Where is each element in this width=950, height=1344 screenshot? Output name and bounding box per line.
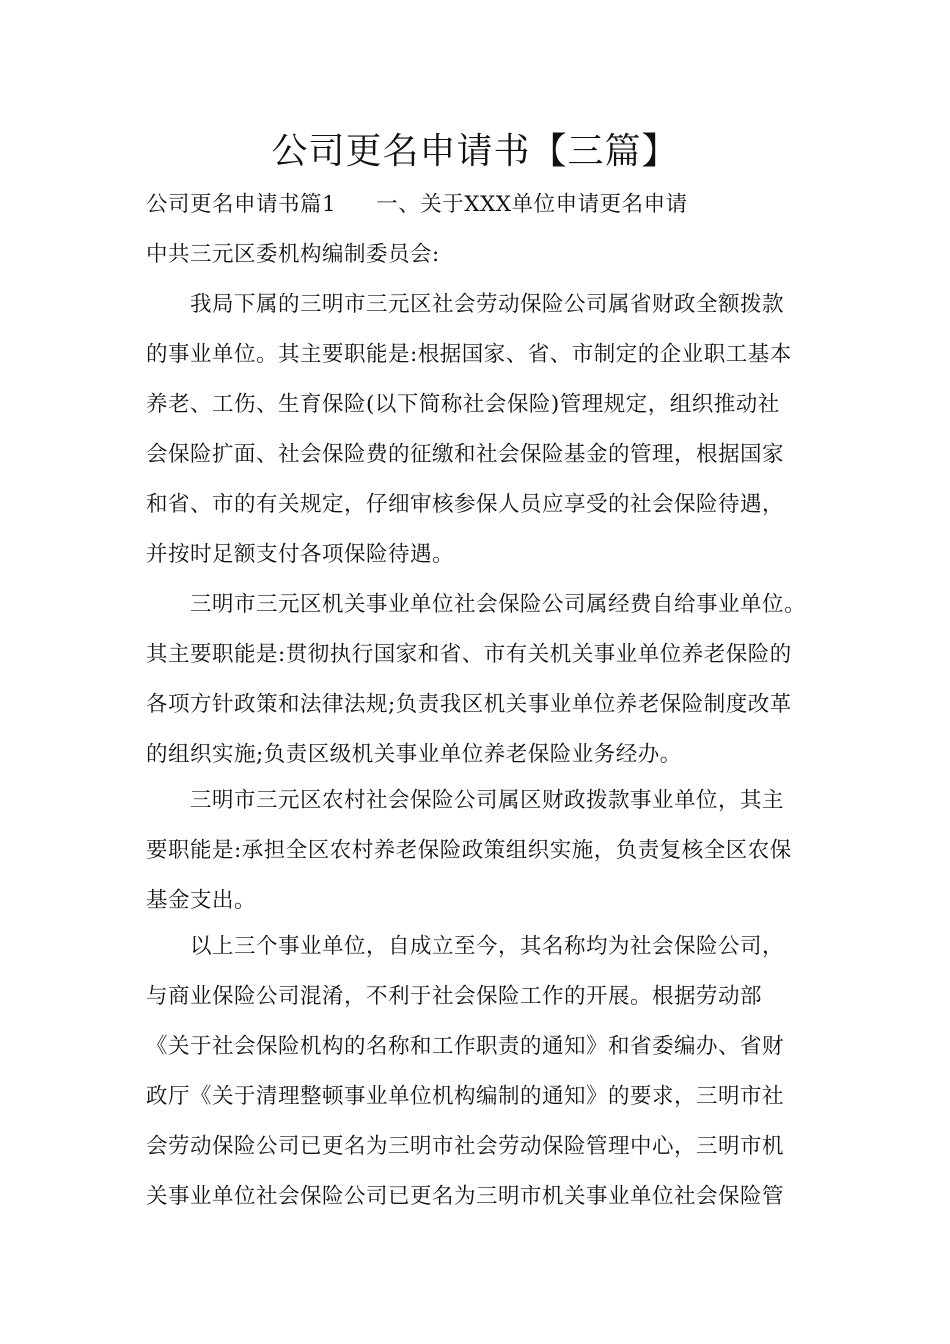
paragraph-line: 以上三个事业单位，自成立至今，其名称均为社会保险公司，: [190, 934, 785, 959]
paragraph-2: [146, 580, 814, 780]
paragraph-line: 会保险扩面、社会保险费的征缴和社会保险基金的管理，根据国家: [146, 442, 785, 467]
paragraph-line: 的组织实施;负责区级机关事业单位养老保险业务经办。: [146, 742, 682, 767]
paragraph-line: 其主要职能是:贯彻执行国家和省、市有关机关事业单位养老保险的: [146, 642, 792, 667]
paragraph-line: 要职能是:承担全区农村养老保险政策组织实施，负责复核全区农保: [146, 838, 792, 863]
paragraph-line: 《关于社会保险机构的名称和工作职责的通知》和省委编办、省财: [146, 1034, 785, 1059]
paragraph-line: 会劳动保险公司已更名为三明市社会劳动保险管理中心，三明市机: [146, 1134, 785, 1159]
paragraph-line: 关事业单位社会保险公司已更名为三明市机关事业单位社会保险管: [146, 1184, 785, 1209]
subtitle-article-label: 公司更名申请书篇1: [146, 192, 337, 217]
salutation: 中共三元区委机构编制委员会:: [146, 242, 440, 267]
paragraph-1: [146, 280, 814, 580]
document-title: 公司更名申请书【三篇】: [271, 131, 679, 172]
paragraph-line: 的事业单位。其主要职能是:根据国家、省、市制定的企业职工基本: [146, 342, 792, 367]
paragraph-3: [146, 776, 814, 926]
document-subtitle: [146, 180, 814, 230]
paragraph-line: 基金支出。: [146, 888, 257, 913]
paragraph-line: 和省、市的有关规定，仔细审核参保人员应享受的社会保险待遇，: [146, 492, 785, 517]
paragraph-line: 各项方针政策和法律法规;负责我区机关事业单位养老保险制度改革: [146, 692, 792, 717]
paragraph-line: 政厅《关于清理整顿事业单位机构编制的通知》的要求，三明市社: [146, 1084, 785, 1109]
paragraph-4: [146, 922, 814, 1222]
paragraph-line: 养老、工伤、生育保险(以下简称社会保险)管理规定，组织推动社: [146, 392, 780, 417]
paragraph-line: 并按时足额支付各项保险待遇。: [146, 542, 455, 567]
paragraph-line: 三明市三元区机关事业单位社会保险公司属经费自给事业单位。: [190, 592, 807, 617]
paragraph-line: 三明市三元区农村社会保险公司属区财政拨款事业单位，其主: [190, 788, 785, 813]
subtitle-heading: 一、关于XXX单位申请更名申请: [376, 192, 688, 217]
paragraph-line: 我局下属的三明市三元区社会劳动保险公司属省财政全额拨款: [190, 292, 785, 317]
paragraph-line: 与商业保险公司混淆，不利于社会保险工作的开展。根据劳动部: [146, 984, 763, 1009]
